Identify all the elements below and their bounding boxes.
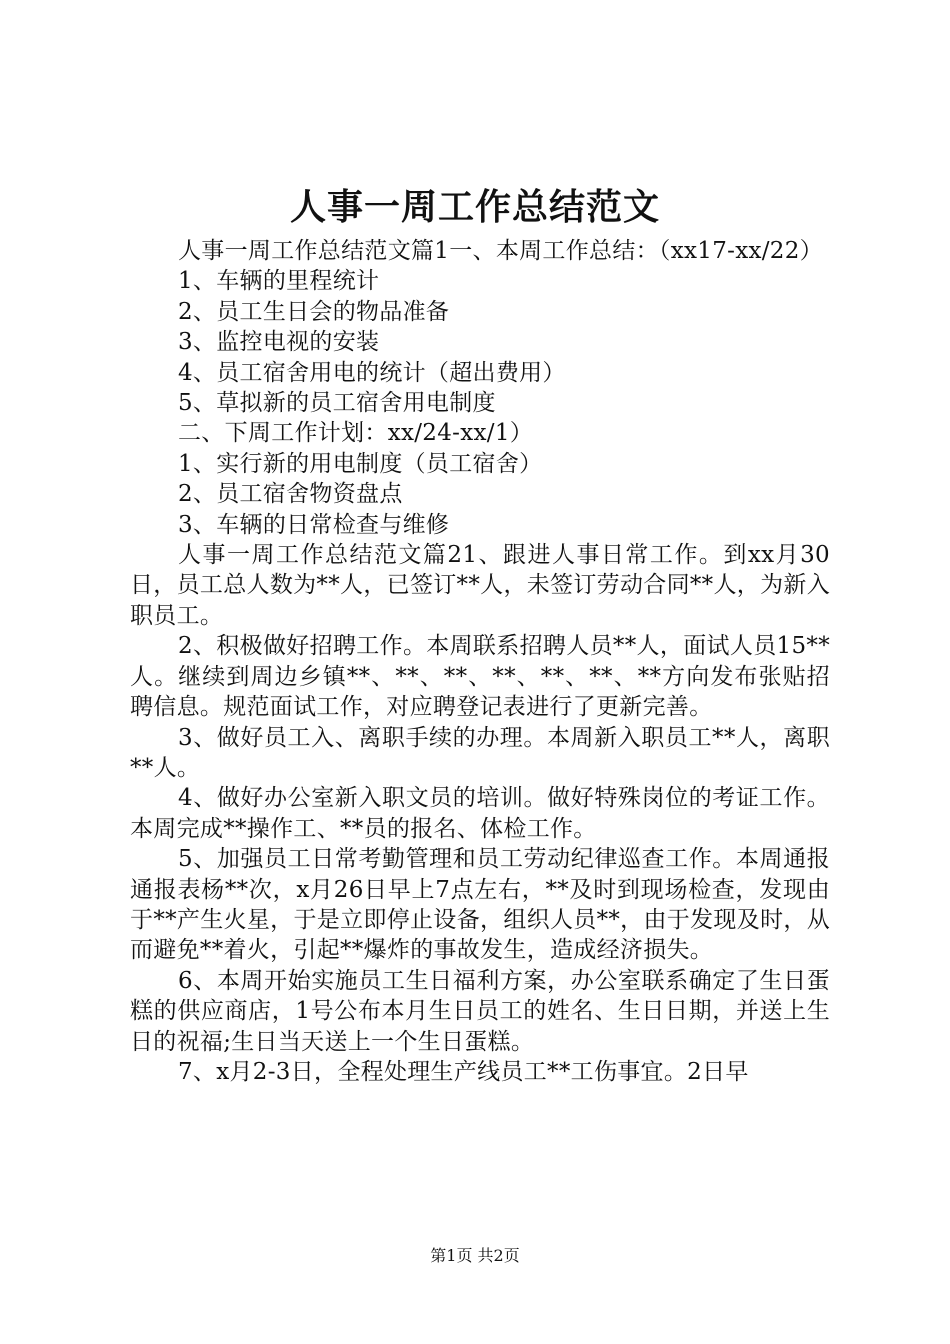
paragraph: 3、监控电视的安装 xyxy=(178,329,380,356)
paragraph: 3、做好员工入、离职手续的办理。本周新入职员工**人，离职**人。 xyxy=(130,724,830,781)
page-footer: 第1页 共2页 xyxy=(430,1246,520,1265)
paragraph: 人事一周工作总结范文篇21、跟进人事日常工作。到xx月30日，员工总人数为**人，已签订**人，未签订劳动合同**人，为新入职员工。 xyxy=(130,542,830,629)
document-title: 人事一周工作总结范文 xyxy=(289,186,660,228)
paragraph: 2、员工宿舍物资盘点 xyxy=(178,481,403,508)
paragraph: 2、积极做好招聘工作。本周联系招聘人员**人，面试人员15**人。继续到周边乡镇**、**、**、**、**、**、**方向发布张贴招聘信息。规范面试工作，对应聘登记表进行了更新完善。 xyxy=(130,633,830,721)
paragraph: 5、草拟新的员工宿舍用电制度 xyxy=(178,390,496,417)
paragraph: 二、下周工作计划：xx/24-xx/1） xyxy=(178,420,534,447)
paragraph: 3、车辆的日常检查与维修 xyxy=(178,511,450,538)
document-body xyxy=(130,236,830,1087)
paragraph: 1、车辆的里程统计 xyxy=(178,268,380,295)
paragraph: 人事一周工作总结范文篇1一、本周工作总结：（xx17-xx/22） xyxy=(178,238,823,264)
paragraph: 2、员工生日会的物品准备 xyxy=(178,298,450,325)
paragraph: 6、本周开始实施员工生日福利方案，办公室联系确定了生日蛋糕的供应商店，1号公布本月生日员工的姓名、生日日期，并送上生日的祝福;生日当天送上一个生日蛋糕。 xyxy=(130,967,830,1055)
paragraph: 4、做好办公室新入职文员的培训。做好特殊岗位的考证工作。本周完成**操作工、**员的报名、体检工作。 xyxy=(130,785,830,842)
paragraph: 4、员工宿舍用电的统计（超出费用） xyxy=(178,359,566,386)
paragraph: 5、加强员工日常考勤管理和员工劳动纪律巡查工作。本周通报通报表杨**次，x月26日早上7点左右，**及时到现场检查，发现由于**产生火星，于是立即停止设备，组织人员**，由于发现及时，从而避免**着火，引起**爆炸的事故发生，造成经济损失。 xyxy=(130,846,830,964)
paragraph: 1、实行新的用电制度（员工宿舍） xyxy=(178,450,543,477)
paragraph: 7、x月2-3日，全程处理生产线员工**工伤事宜。2日早 xyxy=(178,1058,749,1085)
